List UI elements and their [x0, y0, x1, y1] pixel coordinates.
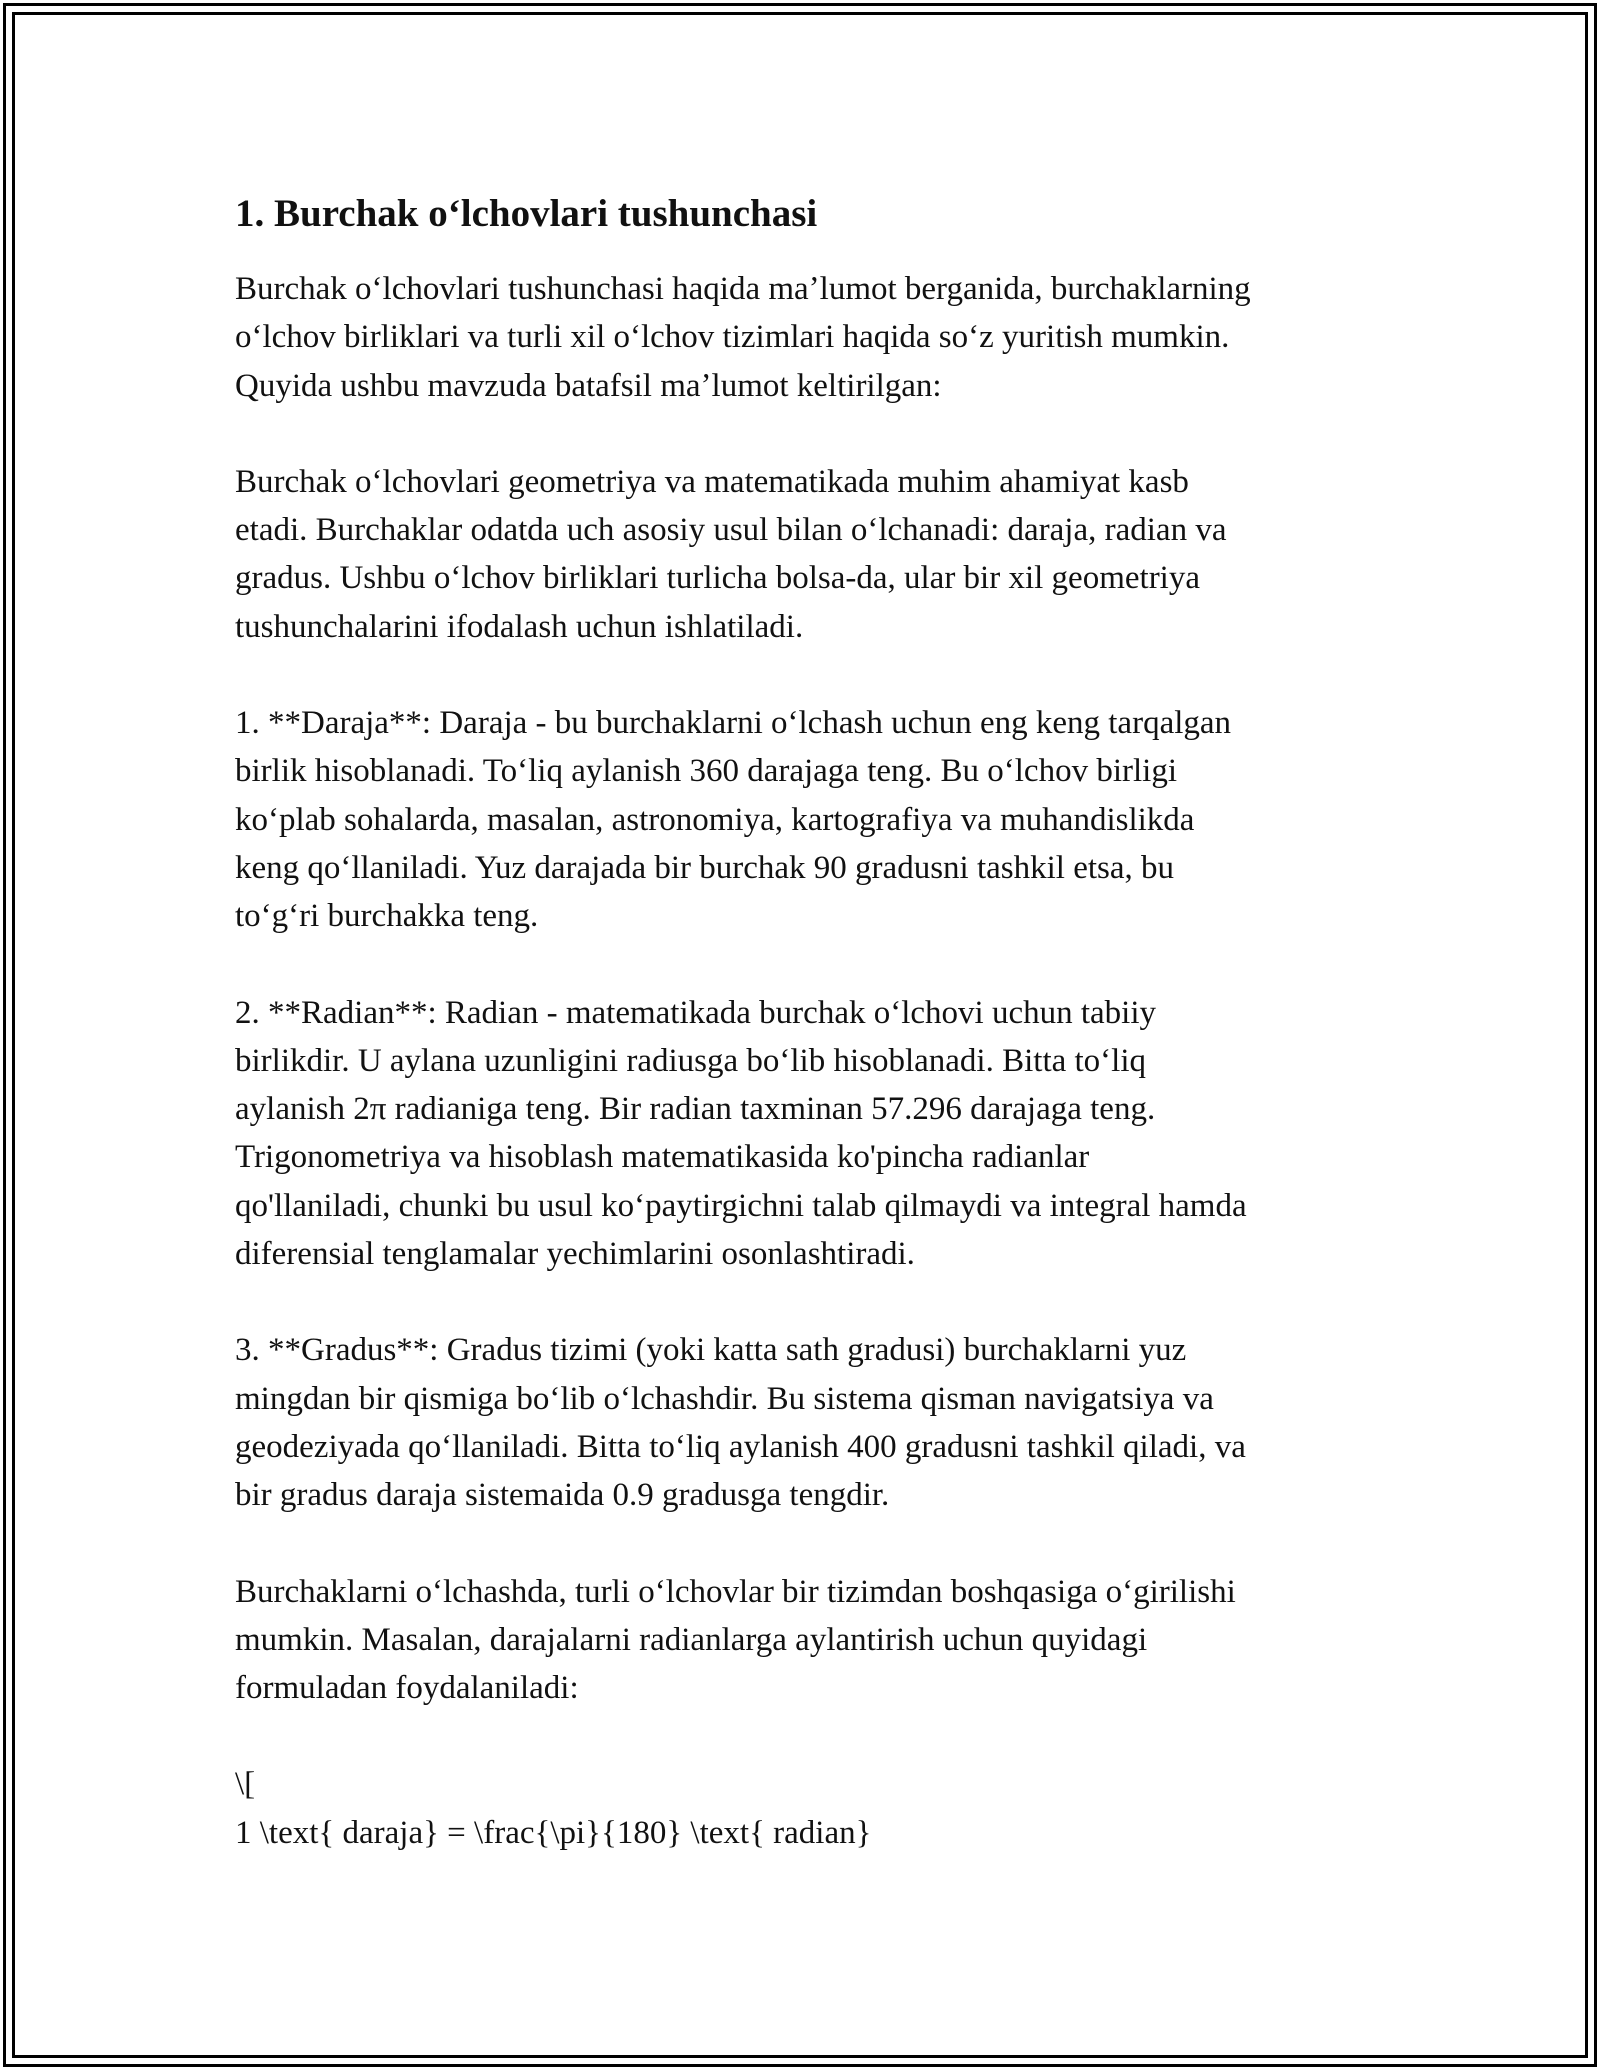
paragraph-radian: 2. **Radian**: Radian - matematikada burchak oʻlchovi uchun tabiiy birlikdir. U aylana uzunligini radiusga boʻlib hisoblanadi. Bitta toʻliq aylanish 2π radianiga teng. Bir radian taxminan 57.296 darajaga teng. Trigonometriya va hisoblash matematikasida ko'pincha radianlar qo'llaniladi, chunki bu usul koʻpaytirgichni talab qilmaydi va integral hamda diferensial tenglamalar yechimlarini osonlashtiradi. [235, 994, 1247, 1273]
formula-text: \[ 1 \text{ daraja} = \frac{\pi}{180} \text{ radian} [235, 1766, 872, 1851]
paragraph-intro: Burchak oʻlchovlari tushunchasi haqida maʼlumot berganida, burchaklarning oʻlchov birliklari va turli xil oʻlchov tizimlari haqida soʻz yuritish mumkin. Quyida ushbu mavzuda batafsil maʼlumot keltirilgan: [235, 271, 1251, 404]
paragraph-gradus: 3. **Gradus**: Gradus tizimi (yoki katta sath gradusi) burchaklarni yuz mingdan bir qismiga boʻlib oʻlchashdir. Bu sistema qisman navigatsiya va geodeziyada qoʻllaniladi. Bitta toʻliq aylanish 400 gradusni tashkil qiladi, va bir gradus daraja sistemaida 0.9 gradusga tengdir. [235, 1332, 1246, 1514]
paragraph-overview: Burchak oʻlchovlari geometriya va matematikada muhim ahamiyat kasb etadi. Burchaklar odatda uch asosiy usul bilan oʻlchanadi: daraja, radian va gradus. Ushbu oʻlchov birliklari turlicha bolsa-da, ular bir xil geometriya tushunchalarini ifodalash uchun ishlatiladi. [235, 463, 1227, 645]
section-heading: 1. Burchak oʻlchovlari tushunchasi [235, 192, 818, 235]
document-body [235, 190, 1380, 1857]
paragraph-conversion: Burchaklarni oʻlchashda, turli oʻlchovlar bir tizimdan boshqasiga oʻgirilishi mumkin. Masalan, darajalarni radianlarga aylantirish uchun quyidagi formuladan foydalaniladi: [235, 1573, 1236, 1707]
paragraph-daraja: 1. **Daraja**: Daraja - bu burchaklarni oʻlchash uchun eng keng tarqalgan birlik hisoblanadi. Toʻliq aylanish 360 darajaga teng. Bu oʻlchov birligi koʻplab sohalarda, masalan, astronomiya, kartografiya va muhandislikda keng qoʻllaniladi. Yuz darajada bir burchak 90 gradusni tashkil etsa, bu toʻgʻri burchakka teng. [235, 705, 1232, 935]
